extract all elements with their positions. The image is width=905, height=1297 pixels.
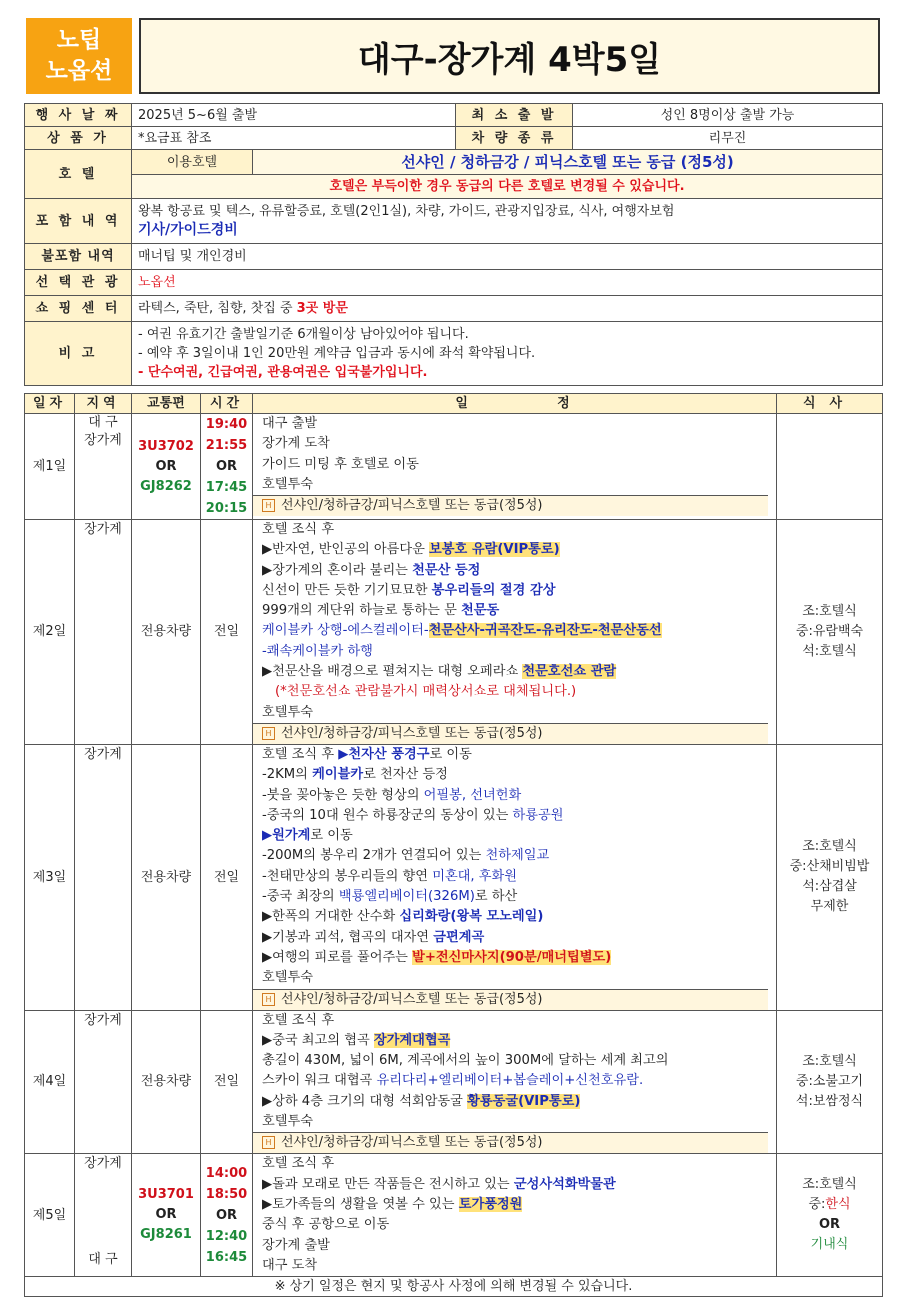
day3-region: 장가계: [75, 744, 132, 1010]
hotel-label: 호 텔: [25, 150, 132, 199]
day2-l2: ▶반자연, 반인공의 아름다운 보봉호 유람(VIP통로): [262, 542, 560, 558]
day1-label: 제1일: [25, 414, 75, 520]
hotel-value: 선샤인 / 청하금강 / 피닉스호텔 또는 동급 (정5성): [253, 150, 883, 175]
day2-l1: 호텔 조식 후: [262, 522, 335, 537]
header-meal: 식사: [777, 394, 883, 414]
page-title: 대구-장가계 4박5일: [139, 18, 880, 94]
day1-l3: 가이드 미팅 후 호텔로 이동: [262, 456, 419, 472]
day1-flights: [132, 414, 201, 520]
day2-l4: 신선이 만든 듯한 기기묘묘한 봉우리들의 절경 감상: [262, 582, 556, 598]
header-region: 지역: [75, 394, 132, 414]
day3-l7: -천태만상의 봉우리들의 향연 미혼대, 후화원: [262, 868, 518, 884]
day1-region1: 대 구: [88, 415, 118, 430]
day2-region: 장가계: [75, 520, 132, 745]
incl-cell: [132, 199, 883, 244]
day1-l4: 호텔투숙: [262, 476, 313, 492]
day1-l2: 장가계 도착: [262, 436, 330, 452]
day2-row: [25, 520, 883, 745]
day1-flt1: 3U3702: [138, 438, 194, 454]
day5-region: [75, 1154, 132, 1277]
day3-l10: ▶기봉과 괴석, 협곡의 대자연 금편계곡: [262, 929, 485, 945]
day1-region: [75, 414, 132, 520]
hotel-icon: H: [262, 499, 275, 512]
min-label: 최 소 출 발: [456, 104, 573, 127]
day2-l3: ▶장가계의 혼이라 불리는 천문산 등정: [262, 562, 481, 578]
day2-transport: 전용차량: [132, 520, 201, 745]
day5-region2: 대 구: [88, 1252, 118, 1268]
day1-times: [201, 414, 253, 520]
day5-flt2: GJ8261: [140, 1227, 192, 1243]
day4-l5: ▶상하 4층 크기의 대형 석회암동굴 황룡동굴(VIP통로): [262, 1093, 581, 1109]
day1-schedule: [253, 414, 777, 520]
note-3: - 단수여권, 긴급여권, 관용여권은 입국불가입니다.: [138, 365, 428, 380]
day2-meal: 조:호텔식 중:유람백숙 석:호텔식: [777, 520, 883, 745]
day4-meal: 조:호텔식 중:소불고기 석:보쌈정식: [777, 1010, 883, 1154]
day4-transport: 전용차량: [132, 1010, 201, 1154]
header-time: 시간: [201, 394, 253, 414]
day5-t4: 16:45: [205, 1249, 248, 1265]
day5-label: 제5일: [25, 1154, 75, 1277]
day1-l1: 대구 출발: [262, 416, 318, 431]
day5-or2: OR: [215, 1207, 238, 1223]
day5-l1: 호텔 조식 후: [262, 1156, 335, 1172]
option-value: 노옵션: [132, 270, 883, 296]
info-table: [24, 103, 883, 386]
day2-l7: -쾌속케이블카 하행: [262, 643, 373, 659]
incl-label: 포 함 내 역: [25, 199, 132, 244]
day5-l3: ▶토가족들의 생활을 엿볼 수 있는 토가풍정원: [262, 1196, 523, 1212]
min-value: 성인 8명이상 출발 가능: [573, 104, 883, 127]
hotel-sub-label: 이용호텔: [132, 150, 253, 175]
day4-l2: ▶중국 최고의 협곡 장가계대협곡: [262, 1032, 451, 1048]
hotel-icon: H: [262, 727, 275, 740]
day1-flt2: GJ8262: [140, 478, 192, 494]
day5-schedule: [253, 1154, 777, 1277]
day3-l3: -붓을 꽂아놓은 듯한 형상의 어필봉, 선녀헌화: [262, 787, 522, 803]
day2-hotel: H 선샤인/청하금강/피닉스호텔 또는 동급(정5성): [253, 723, 768, 744]
day4-l1: 호텔 조식 후: [262, 1012, 335, 1028]
day3-l5: ▶원가계로 이동: [262, 828, 353, 844]
logo-line1: 노팁: [56, 27, 102, 53]
day3-row: [25, 744, 883, 1010]
schedule-table: [24, 393, 883, 1297]
day5-t1: 14:00: [205, 1165, 248, 1181]
day5-t2: 18:50: [205, 1186, 248, 1202]
day5-l5: 장가계 출발: [262, 1237, 330, 1253]
day4-region: 장가계: [75, 1010, 132, 1154]
day1-row: [25, 414, 883, 520]
day1-region2: 장가계: [84, 433, 122, 448]
hotel-note: 호텔은 부득이한 경우 동급의 다른 호텔로 변경될 수 있습니다.: [132, 175, 883, 199]
day3-transport: 전용차량: [132, 744, 201, 1010]
day3-l11: ▶여행의 피로를 풀어주는 발+전신마사지(90분/매너팁별도): [262, 949, 612, 965]
day2-schedule: [253, 520, 777, 745]
day5-or: OR: [155, 1207, 177, 1223]
day2-time: 전일: [201, 520, 253, 745]
header-day: 일자: [25, 394, 75, 414]
day1-t4: 20:15: [205, 501, 248, 516]
price-value: *요금표 참조: [132, 127, 456, 150]
incl-value: 왕복 항공료 및 텍스, 유류할증료, 호텔(2인1실), 차량, 가이드, 관광지입장료, 식사, 여행자보험: [138, 204, 675, 219]
day3-l4: -중국의 10대 원수 하룡장군의 동상이 있는 하룡공원: [262, 807, 564, 823]
excl-label: 불포함 내역: [25, 244, 132, 270]
day1-meal: [777, 414, 883, 520]
logo-line2: 노옵션: [45, 58, 113, 84]
day3-l6: -200M의 봉우리 2개가 연결되어 있는 천하제일교: [262, 848, 550, 864]
day1-or2: OR: [215, 459, 238, 474]
shop-label: 쇼 핑 센 터: [25, 296, 132, 322]
day4-time: 전일: [201, 1010, 253, 1154]
day2-l10: 호텔투숙: [262, 704, 313, 720]
day5-row: [25, 1154, 883, 1277]
day5-meal: 조:호텔식 중:한식 OR 기내식: [777, 1154, 883, 1277]
day3-time: 전일: [201, 744, 253, 1010]
note-cell: [132, 322, 883, 386]
day3-l8: -중국 최장의 백룡엘리베이터(326M)로 하산: [262, 889, 518, 905]
day4-schedule: [253, 1010, 777, 1154]
vehicle-value: 리무진: [573, 127, 883, 150]
incl-value2: 기사/가이드경비: [138, 222, 238, 238]
day3-l9: ▶한폭의 거대한 산수화 십리화랑(왕복 모노레일): [262, 909, 544, 925]
hotel-icon: H: [262, 1136, 275, 1149]
day3-label: 제3일: [25, 744, 75, 1010]
header-transport: 교통편: [132, 394, 201, 414]
day5-t3: 12:40: [205, 1228, 248, 1244]
day2-l9: (*천문호선쇼 관람불가시 매력상서쇼로 대체됩니다.): [275, 684, 577, 700]
schedule-value: 2025년 5~6월 출발: [132, 104, 456, 127]
logo: [26, 18, 132, 94]
day5-l4: 중식 후 공항으로 이동: [262, 1217, 390, 1233]
day5-times: [201, 1154, 253, 1277]
day5-l2: ▶돌과 모래로 만든 작품들은 전시하고 있는 군성사석화박물관: [262, 1176, 616, 1192]
vehicle-label: 차 량 종 류: [456, 127, 573, 150]
day1-or: OR: [155, 458, 177, 474]
shop-cell: [132, 296, 883, 322]
day4-l3: 총길이 430M, 넓이 6M, 계곡에서의 높이 300M에 달하는 세계 최고의: [262, 1053, 669, 1069]
header-schedule: 일 정: [253, 394, 777, 414]
shop-value2: 3곳 방문: [296, 301, 348, 316]
day5-l6: 대구 도착: [262, 1257, 318, 1273]
day1-t3: 17:45: [205, 480, 248, 495]
day3-l1: 호텔 조식 후 ▶천자산 풍경구로 이동: [262, 746, 472, 762]
day5-region1: 장가계: [84, 1156, 122, 1172]
day4-l4: 스카이 워크 대협곡 유리다리+엘리베이터+봅슬레이+신천호유람.: [262, 1073, 644, 1089]
note-2: - 예약 후 3일이내 1인 20만원 계약금 입금과 동시에 좌석 확약됩니다.: [138, 346, 536, 361]
day4-label: 제4일: [25, 1010, 75, 1154]
day3-hotel: H 선샤인/청하금강/피닉스호텔 또는 동급(정5성): [253, 989, 768, 1010]
day4-hotel: H 선샤인/청하금강/피닉스호텔 또는 동급(정5성): [253, 1132, 768, 1153]
footer-note: ※ 상기 일정은 현지 및 항공사 사정에 의해 변경될 수 있습니다.: [25, 1277, 883, 1297]
day4-row: [25, 1010, 883, 1154]
price-label: 상 품 가: [25, 127, 132, 150]
note-label: 비 고: [25, 322, 132, 386]
day1-hotel: H 선샤인/청하금강/피닉스호텔 또는 동급(정5성): [253, 495, 768, 516]
day5-flt1: 3U3701: [138, 1187, 194, 1203]
day1-t1: 19:40: [205, 417, 248, 432]
option-label: 선 택 관 광: [25, 270, 132, 296]
excl-value: 매너팁 및 개인경비: [132, 244, 883, 270]
day2-l5: 999개의 계단위 하늘로 통하는 문 천문동: [262, 603, 500, 619]
day3-schedule: [253, 744, 777, 1010]
day3-l12: 호텔투숙: [262, 970, 313, 986]
hotel-icon: H: [262, 993, 275, 1006]
day5-flights: [132, 1154, 201, 1277]
note-1: - 여권 유효기간 출발일기준 6개월이상 남아있어야 됩니다.: [138, 327, 469, 342]
day3-l2: -2KM의 케이블카로 천자산 등정: [262, 767, 448, 783]
shop-value: 라텍스, 죽탄, 침향, 찻집 중: [138, 301, 297, 316]
day2-l6: 케이블카 상행-에스컬레이터-천문산사-귀곡잔도-유리잔도-천문산동선: [262, 623, 662, 639]
day2-label: 제2일: [25, 520, 75, 745]
day4-l6: 호텔투숙: [262, 1114, 313, 1130]
day2-l8: ▶천문산을 배경으로 펼쳐지는 대형 오페라쇼 천문호선쇼 관람: [262, 664, 617, 680]
day1-t2: 21:55: [205, 438, 248, 453]
schedule-label: 행 사 날 짜: [25, 104, 132, 127]
day3-meal: 조:호텔식 중:산채비빔밥 석:삼겹살 무제한: [777, 744, 883, 1010]
